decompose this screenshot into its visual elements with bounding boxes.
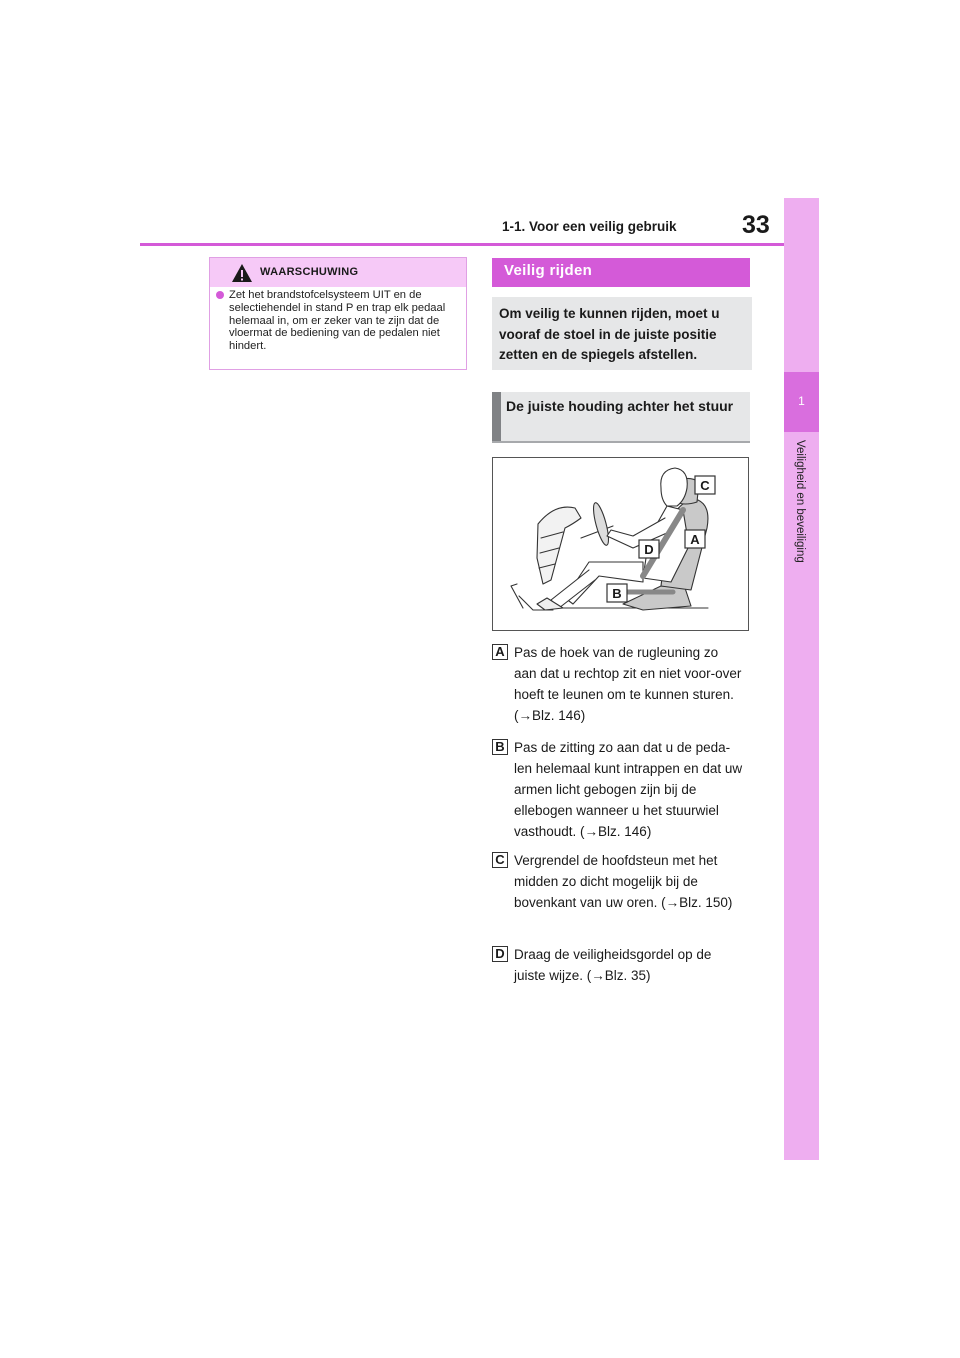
driver-seat-illustration	[493, 458, 748, 630]
header-rule	[140, 243, 784, 246]
item-text-c-line1: Vergrendel de hoofdsteun met het	[514, 853, 718, 868]
item-text-b-line1: Pas de zitting zo aan dat u de peda-	[514, 740, 731, 755]
item-text-b-rest: len helemaal kunt intrappen en dat uw armen licht gebogen zijn bij de ellebogen wanneer u het stuurwiel vasthoudt. (→Blz. 146)	[514, 761, 743, 839]
driving-position-figure	[492, 457, 749, 631]
item-text-d	[514, 944, 746, 986]
item-text-a-line1: Pas de hoek van de rugleuning zo	[514, 645, 719, 660]
figure-label-c: C	[700, 478, 710, 493]
item-text-c-rest: midden zo dicht mogelijk bij de bovenkant van uw oren. (→Blz. 150)	[514, 874, 733, 910]
item-text-d-rest: juiste wijze. (→Blz. 35)	[514, 968, 651, 983]
intro-text: Om veilig te kunnen rijden, moet u vooraf de stoel in de juiste positie zetten en de spiegels afstellen.	[499, 306, 720, 362]
figure-label-b: B	[612, 586, 622, 601]
intro-box	[492, 297, 752, 370]
item-letter-d: D	[492, 946, 508, 962]
chapter-side-tab	[784, 198, 819, 1160]
chapter-number: 1	[798, 394, 805, 408]
figure-label-a: A	[690, 532, 700, 547]
sub-heading-accent	[492, 392, 501, 441]
warning-triangle-icon	[231, 263, 253, 283]
section-title: 1-1. Voor een veilig gebruik	[502, 219, 677, 234]
item-letter-a: A	[492, 644, 508, 660]
item-text-a-rest: aan dat u rechtop zit en niet voor-over hoeft te leunen om te kunnen sturen. (→Blz. 146)	[514, 666, 742, 723]
item-text-b	[514, 737, 746, 842]
figure-label-d: D	[644, 542, 654, 557]
warning-header	[210, 258, 466, 287]
bullet-icon	[216, 291, 224, 299]
item-letter-b: B	[492, 739, 508, 755]
main-heading-bar	[492, 258, 750, 287]
warning-text: Zet het brandstofcelsysteem UIT en de selectiehendel in stand P en trap elk pedaal helemaal in, om er zeker van te zijn dat de vloermat de bediening van de pedalen niet hindert.	[229, 289, 446, 353]
item-text-d-line1: Draag de veiligheidsgordel op de	[514, 947, 712, 962]
warning-title: WAARSCHUWING	[260, 266, 359, 278]
main-heading: Veilig rijden	[504, 262, 593, 279]
chapter-title: Veiligheid en beveiliging	[794, 440, 806, 563]
sub-heading: De juiste houding achter het stuur	[506, 398, 734, 414]
item-text-a	[514, 642, 746, 726]
warning-box	[209, 257, 467, 370]
item-text-c	[514, 850, 746, 913]
page-number: 33	[742, 211, 770, 239]
sub-heading-box	[492, 392, 750, 443]
item-letter-c: C	[492, 852, 508, 868]
